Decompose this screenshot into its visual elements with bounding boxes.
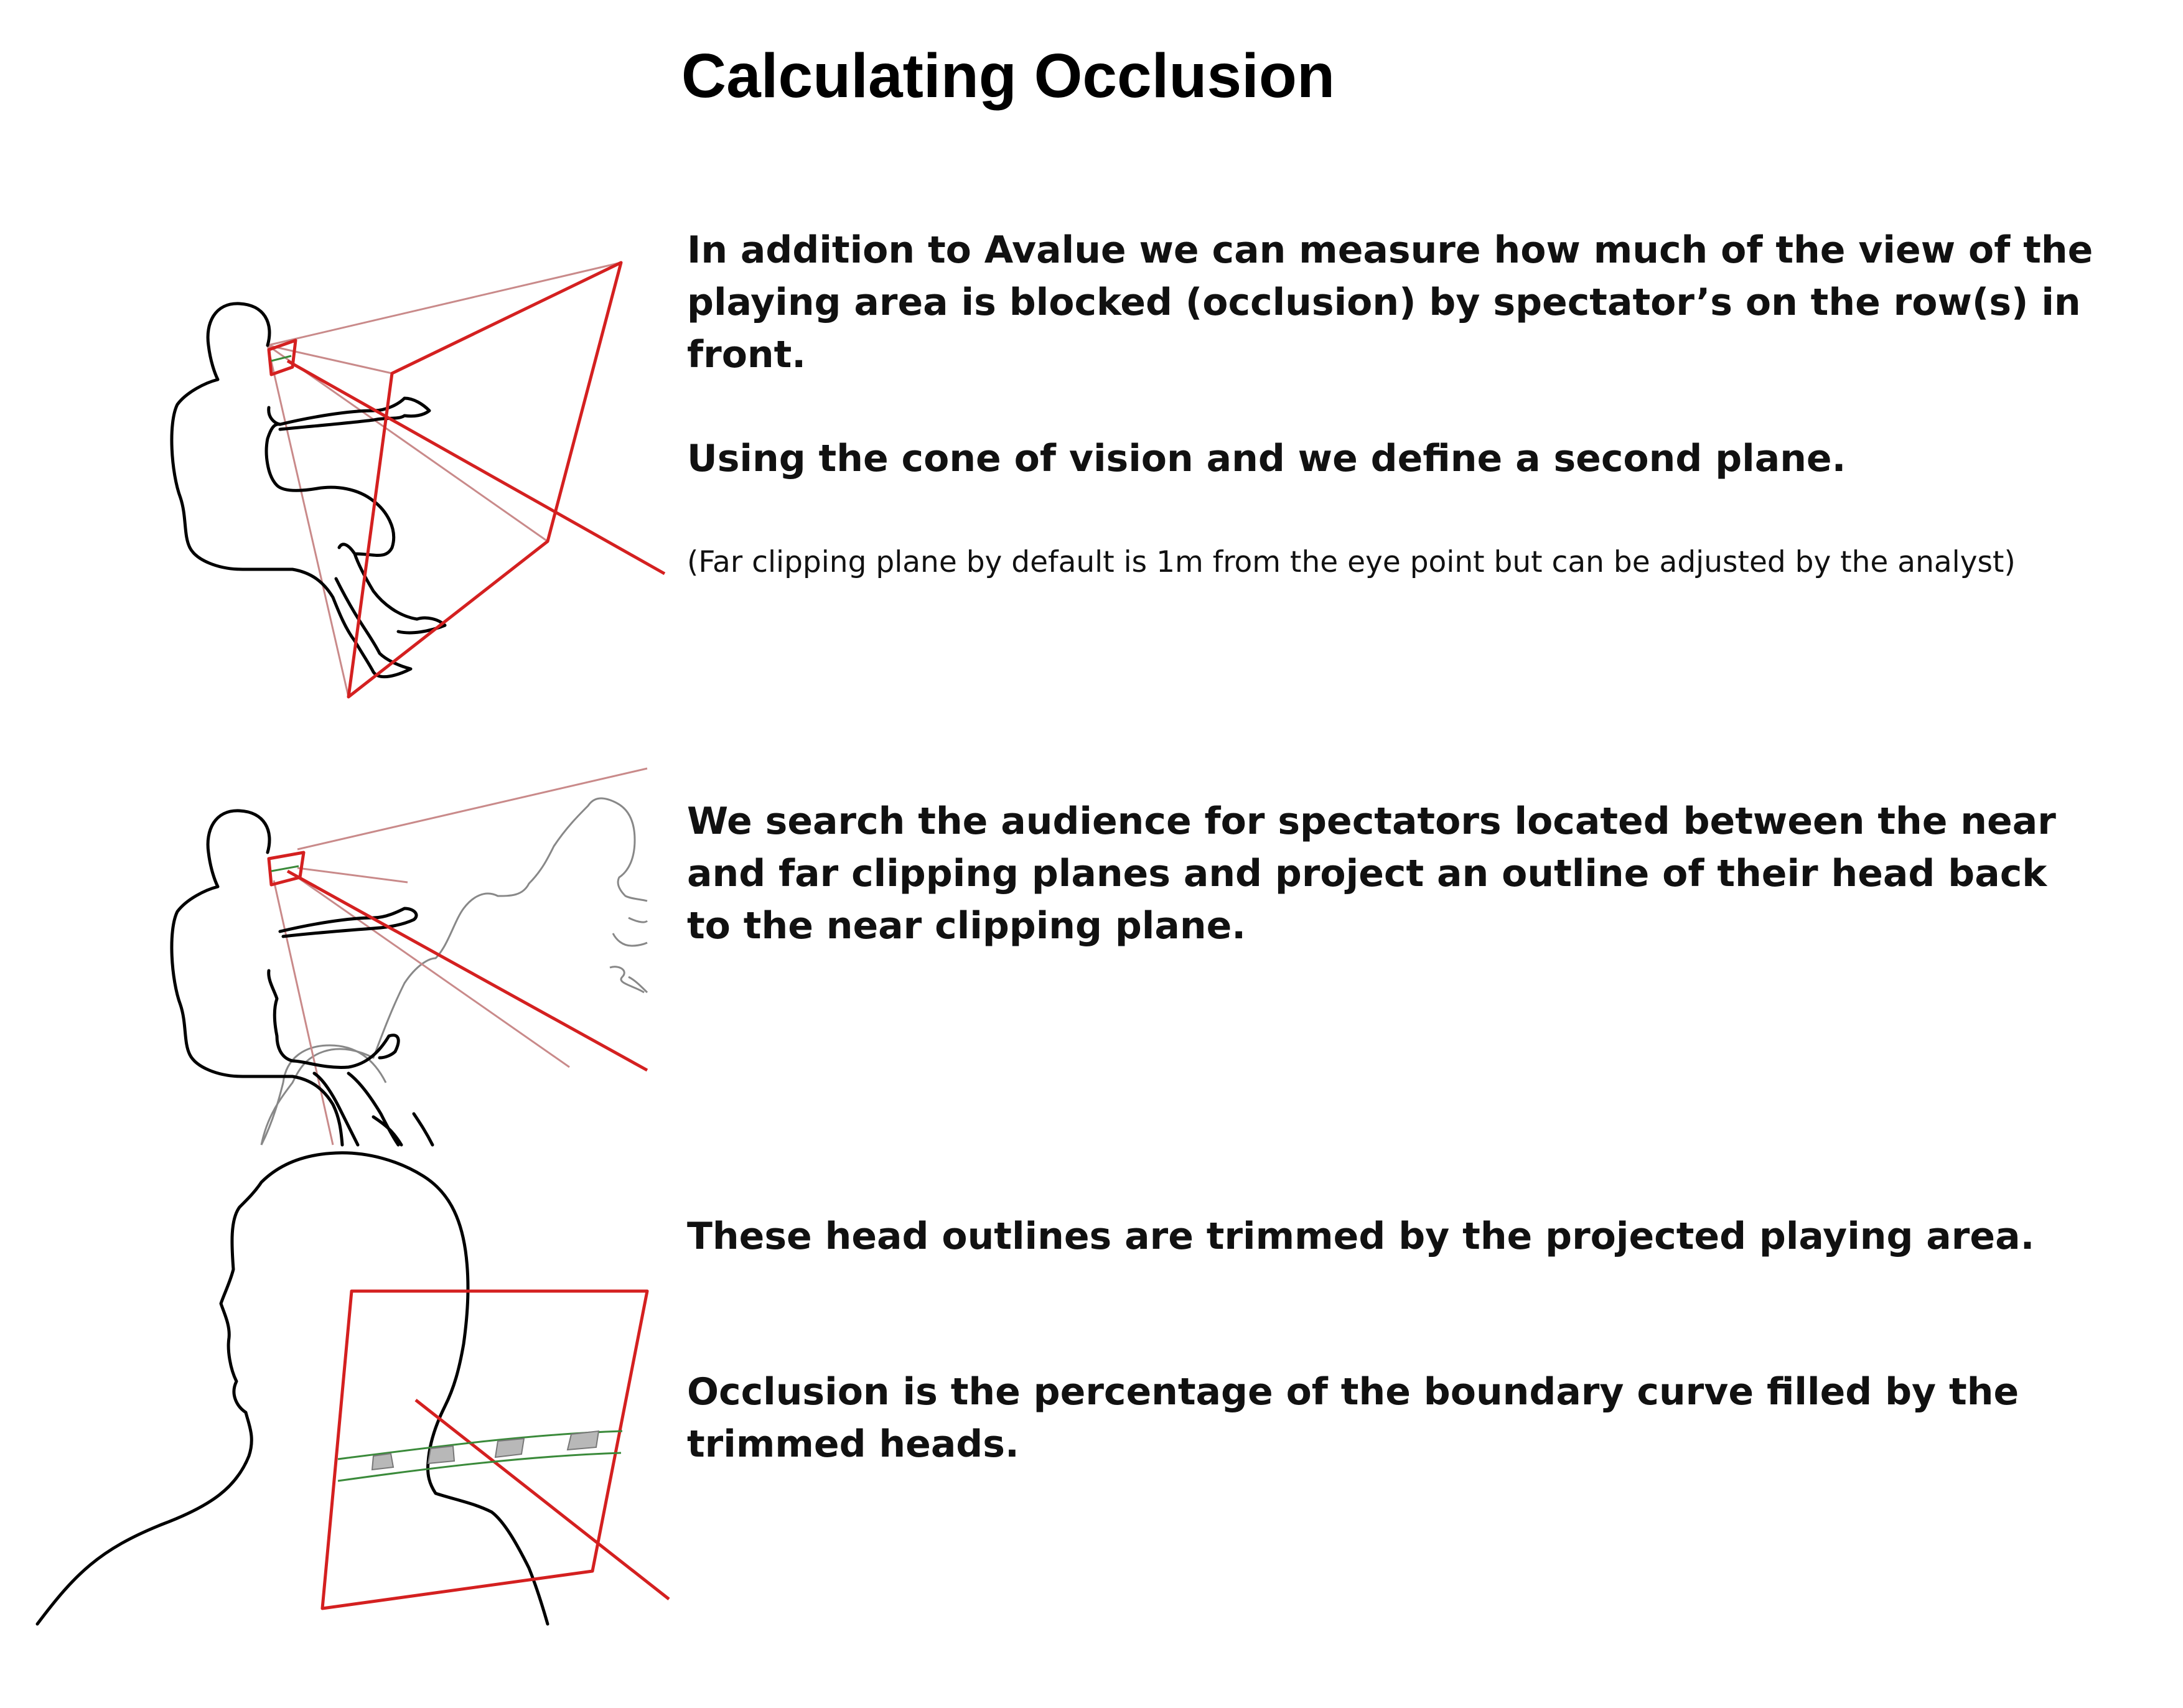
panel-3-paragraph-1: These head outlines are trimmed by the projected playing area.	[687, 1215, 2035, 1258]
sight-axis	[287, 361, 665, 574]
head-shoulders-outline	[37, 1153, 548, 1624]
far-clipping-plane	[348, 263, 621, 697]
panel-1-paragraph-1: In addition to Avalue we can measure how much of the view of the playing area is blocked (occlusion) by spectator’s on the row(s) in front.	[687, 228, 2093, 376]
panel-1-illustration	[172, 263, 665, 697]
panel-2-paragraph-1: We search the audience for spectators located between the near and far clipping planes and project an outline of their head back to the near clipping plane.	[687, 800, 2056, 948]
seated-spectator-figure	[172, 304, 445, 677]
sight-lines	[268, 263, 621, 697]
panel-2-illustration	[172, 768, 647, 1145]
panel-1-note: (Far clipping plane by default is 1m from the eye point but can be adjusted by the analyst)	[687, 545, 2016, 579]
sight-axis-2	[287, 871, 647, 1070]
panel-3-paragraph-2: Occlusion is the percentage of the boundary curve filled by the trimmed heads.	[687, 1370, 2019, 1466]
panel-1-paragraph-2: Using the cone of vision and we define a second plane.	[687, 437, 1846, 480]
background-spectators	[261, 798, 647, 1145]
panel-3-illustration	[37, 1153, 669, 1624]
page-title: Calculating Occlusion	[681, 41, 1335, 111]
projected-playing-area	[322, 1291, 647, 1608]
